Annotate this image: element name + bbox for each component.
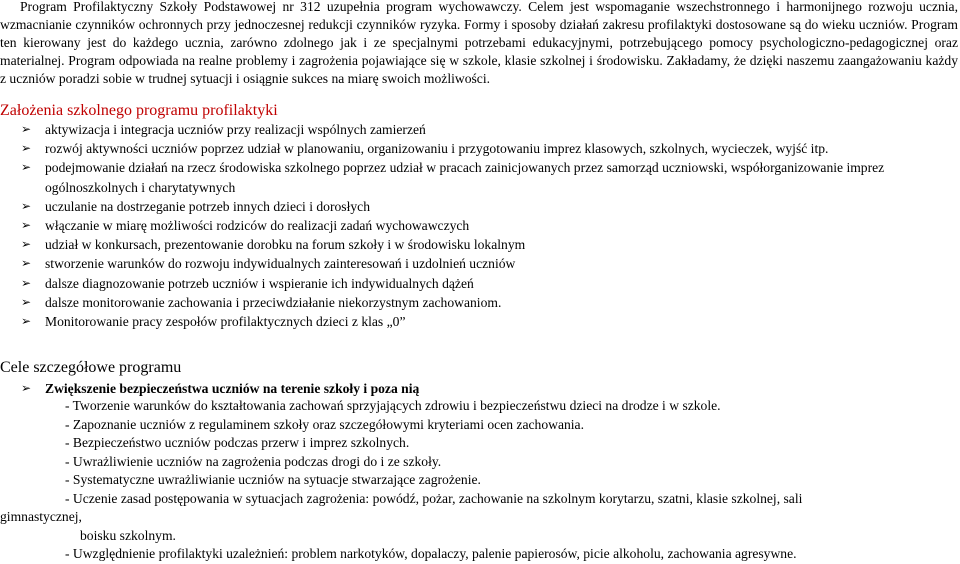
list-item: ➢ rozwój aktywności uczniów poprzez udział w planowaniu, organizowaniu i przygotowaniu imprez klasowych, szkolnych, wycieczek, wyjść itp. [0,139,940,158]
list-item: ➢ uczulanie na dostrzeganie potrzeb innych dzieci i dorosłych [0,197,940,216]
arrowhead-bullet-icon: ➢ [21,256,32,271]
list-item: ➢ aktywizacja i integracja uczniów przy realizacji wspólnych zamierzeń [0,120,940,139]
section-title-assumptions: Założenia szkolnego programu profilaktyki [0,102,278,119]
arrowhead-bullet-icon: ➢ [21,141,32,156]
list-item: ➢ dalsze diagnozowanie potrzeb uczniów i wspieranie ich indywidualnych dążeń [0,274,940,293]
arrowhead-bullet-icon: ➢ [21,160,32,175]
arrowhead-bullet-icon: ➢ [21,294,32,309]
list-item: - Bezpieczeństwo uczniów podczas przerw i imprez szkolnych. [65,435,410,450]
list-item: - Uwzględnienie profilaktyki uzależnień: problem narkotyków, dopalaczy, palenie papierosów, picie alkoholu, zachowania agresywne. [65,546,797,561]
list-item: - Uwrażliwienie uczniów na zagrożenia podczas drogi do i ze szkoły. [65,453,442,469]
arrowhead-bullet-icon: ➢ [21,381,32,395]
list-item: ➢ Monitorowanie pracy zespołów profilaktycznych dzieci z klas „0” [0,312,940,331]
section-title-goals: Cele szczegółowe programu [0,359,182,376]
list-item: ➢ podejmowanie działań na rzecz środowiska szkolnego poprzez udział w pracach zainicjowanych przez samorząd uczniowski, współorganizowanie imprez [0,158,940,177]
list-item: - Tworzenie warunków do kształtowania zachowań sprzyjających zdrowiu i bezpieczeństwu dzieci na drodze i w szkole. [65,398,721,413]
intro-paragraph [0,0,958,88]
arrowhead-bullet-icon: ➢ [21,314,32,329]
list-item: ➢ stworzenie warunków do rozwoju indywidualnych zainteresowań i uzdolnień uczniów [0,254,940,273]
list-item: - Zapoznanie uczniów z regulaminem szkoły oraz szczegółowymi kryteriami ocen zachowania. [65,416,584,432]
list-item: ➢ włączanie w miarę możliwości rodziców do realizacji zadań wychowawczych [0,216,940,235]
list-item-continuation: boisku szkolnym. [80,527,176,543]
goals-bullet-list [0,379,940,398]
assumptions-list [0,120,940,331]
list-item: - Uczenie zasad postępowania w sytuacjach zagrożenia: powódź, pożar, zachowanie na szkolnym korytarzu, szatni, klasie szkolnej, sali [65,490,803,506]
intro-text: Program Profilaktyczny Szkoły Podstawowej nr 312 uzupełnia program wychowawczy. Celem jest wspomaganie wszechstronnego i harmonijnego rozwoju ucznia, wzmacnianie czynników ochronnych przy jednoczesnej redukcji czynników ryzyka. Formy i sposoby działań zakresu profilaktyki dostosowane są do wieku uczniów. Program ten kierowany jest do każdego ucznia, zarówno zdolnego jak i ze specjalnymi potrzebami edukacyjnymi, potrzebującego pomocy psychologiczno-pedagogicznej oraz materialnej. Program odpowiada na realne problemy i zagrożenia pojawiające się w szkole, klasie szkolnej i środowisku. Zakładamy, że dzięki naszemu zaangażowaniu każdy z uczniów poradzi sobie w trudnej sytuacji i osiągnie sukces na miarę swoich możliwości. [0,0,958,86]
goal-bullet: ➢ Zwiększenie bezpieczeństwa uczniów na terenie szkoły i poza nią [0,379,940,398]
arrowhead-bullet-icon: ➢ [21,218,32,233]
list-item-continuation: gimnastycznej, [0,509,82,524]
list-item: - Systematyczne uwrażliwianie uczniów na sytuacje stwarzające zagrożenie. [65,472,481,487]
list-item-continuation: ogólnoszkolnych i charytatywnych [45,179,236,195]
list-item: ➢ dalsze monitorowanie zachowania i przeciwdziałanie niekorzystnym zachowaniom. [0,293,940,312]
arrowhead-bullet-icon: ➢ [21,198,32,213]
arrowhead-bullet-icon: ➢ [21,237,32,252]
list-item: ➢ udział w konkursach, prezentowanie dorobku na forum szkoły i w środowisku lokalnym [0,235,940,254]
arrowhead-bullet-icon: ➢ [21,122,32,136]
arrowhead-bullet-icon: ➢ [21,275,32,290]
goals-sub-list [0,397,958,564]
